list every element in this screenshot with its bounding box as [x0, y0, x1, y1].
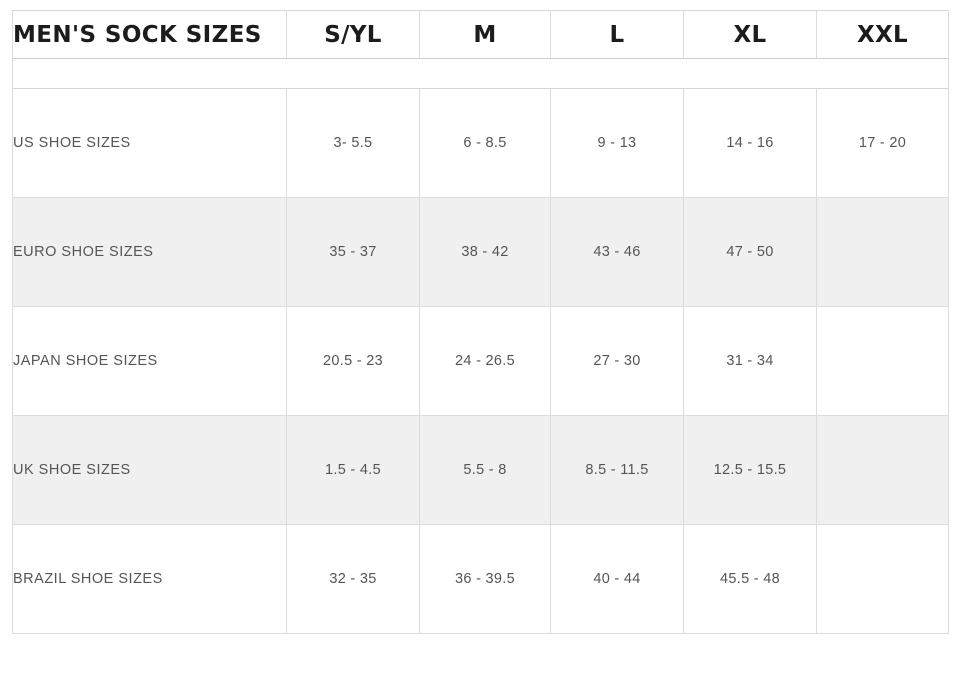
cell-brazil-s-yl: 32 - 35 — [287, 525, 420, 634]
cell-us-l: 9 - 13 — [551, 89, 684, 198]
cell-brazil-xl: 45.5 - 48 — [684, 525, 817, 634]
cell-japan-l: 27 - 30 — [551, 307, 684, 416]
row-label-euro-shoe-sizes: EURO SHOE SIZES — [13, 198, 287, 307]
cell-uk-xxl — [817, 416, 949, 525]
table-header-row — [13, 11, 949, 59]
table-row — [13, 416, 949, 525]
cell-us-xl: 14 - 16 — [684, 89, 817, 198]
row-label-japan-shoe-sizes: JAPAN SHOE SIZES — [13, 307, 287, 416]
cell-euro-m: 38 - 42 — [420, 198, 551, 307]
cell-japan-m: 24 - 26.5 — [420, 307, 551, 416]
mens-sock-sizes-table — [12, 10, 949, 634]
spacer-cell — [13, 59, 287, 89]
column-header-s-yl: S/YL — [287, 11, 420, 59]
cell-us-s-yl: 3- 5.5 — [287, 89, 420, 198]
cell-uk-m: 5.5 - 8 — [420, 416, 551, 525]
column-header-m: M — [420, 11, 551, 59]
table-row — [13, 89, 949, 198]
cell-euro-s-yl: 35 - 37 — [287, 198, 420, 307]
table-title-cell: MEN'S SOCK SIZES — [13, 11, 287, 59]
header-spacer-row — [13, 59, 949, 89]
spacer-cell — [287, 59, 420, 89]
table-row — [13, 525, 949, 634]
spacer-cell — [684, 59, 817, 89]
cell-us-xxl: 17 - 20 — [817, 89, 949, 198]
cell-uk-l: 8.5 - 11.5 — [551, 416, 684, 525]
cell-euro-xl: 47 - 50 — [684, 198, 817, 307]
cell-japan-xxl — [817, 307, 949, 416]
spacer-cell — [551, 59, 684, 89]
cell-euro-l: 43 - 46 — [551, 198, 684, 307]
cell-brazil-m: 36 - 39.5 — [420, 525, 551, 634]
column-header-l: L — [551, 11, 684, 59]
cell-brazil-l: 40 - 44 — [551, 525, 684, 634]
cell-euro-xxl — [817, 198, 949, 307]
row-label-uk-shoe-sizes: UK SHOE SIZES — [13, 416, 287, 525]
cell-uk-xl: 12.5 - 15.5 — [684, 416, 817, 525]
spacer-cell — [420, 59, 551, 89]
cell-brazil-xxl — [817, 525, 949, 634]
cell-japan-xl: 31 - 34 — [684, 307, 817, 416]
cell-uk-s-yl: 1.5 - 4.5 — [287, 416, 420, 525]
cell-us-m: 6 - 8.5 — [420, 89, 551, 198]
table-row — [13, 198, 949, 307]
row-label-us-shoe-sizes: US SHOE SIZES — [13, 89, 287, 198]
column-header-xl: XL — [684, 11, 817, 59]
size-chart-container — [12, 10, 948, 634]
column-header-xxl: XXL — [817, 11, 949, 59]
cell-japan-s-yl: 20.5 - 23 — [287, 307, 420, 416]
spacer-cell — [817, 59, 949, 89]
row-label-brazil-shoe-sizes: BRAZIL SHOE SIZES — [13, 525, 287, 634]
table-row — [13, 307, 949, 416]
